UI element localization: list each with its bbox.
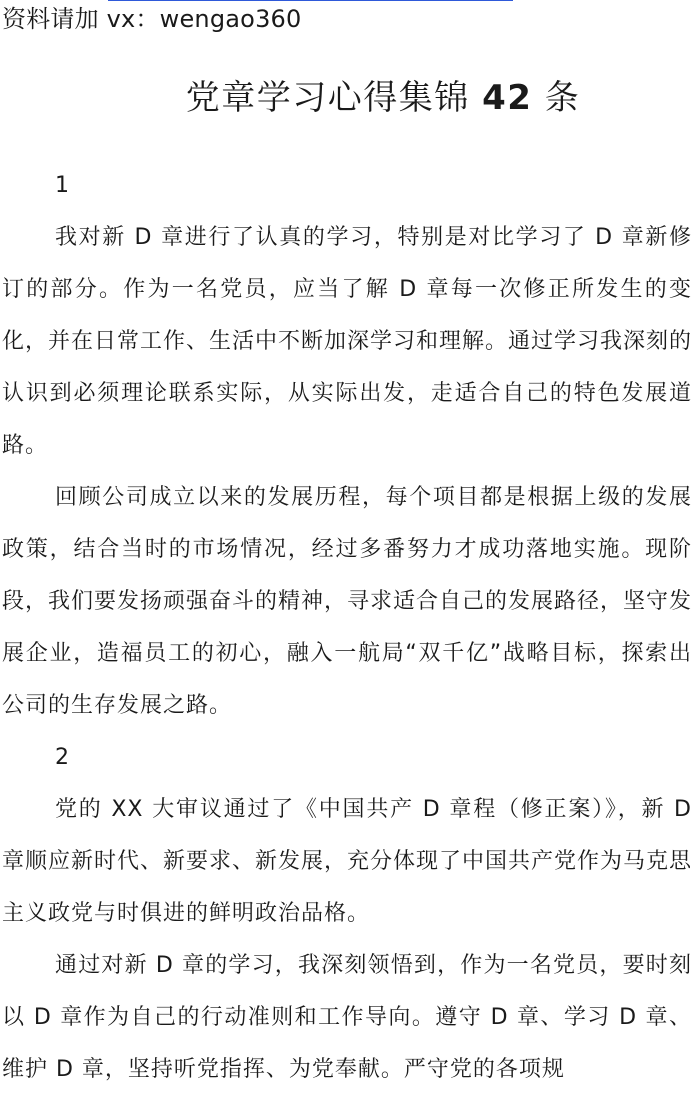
body-paragraph: 通过对新 D 章的学习，我深刻领悟到，作为一名党员，要时刻以 D 章作为自己的行动准则和工作导向。遵守 D 章、学习 D 章、维护 D 章，坚持听党指挥、为党奉献。严守党的各项规 [2,953,692,1082]
body-paragraph: 回顾公司成立以来的发展历程，每个项目都是根据上级的发展政策，结合当时的市场情况，经过多番努力才成功落地实施。现阶段，我们要发扬顽强奋斗的精神，寻求适合自己的发展路径，坚守发展企业，造福员工的初心，融入一航局“双千亿”战略目标，探索出公司的生存发展之路。 [2,485,693,718]
section-number: 2 [55,745,70,770]
body-paragraph: 党的 XX 大审议通过了《中国共产 D 章程（修正案）》，新 D 章顺应新时代、新要求、新发展，充分体现了中国共产党作为马克思主义政党与时俱进的鲜明政治品格。 [2,797,693,926]
document-body [2,160,692,1096]
contact-line: 资料请加 vx：wengao360 [2,5,302,33]
title-number: 42 [482,78,533,118]
title-text: 党章学习心得集锦 [185,78,470,118]
title-suffix: 条 [544,78,581,118]
body-paragraph: 我对新 D 章进行了认真的学习，特别是对比学习了 D 章新修订的部分。作为一名党员，应当了解 D 章每一次修正所发生的变化，并在日常工作、生活中不断加深学习和理解。通过学习我深刻的认识到必须理论联系实际，从实际出发，走适合自己的特色发展道路。 [2,225,693,458]
section-number: 1 [55,173,70,198]
hyperlink-underline-fragment[interactable] [108,0,513,1]
document-title [0,74,693,122]
